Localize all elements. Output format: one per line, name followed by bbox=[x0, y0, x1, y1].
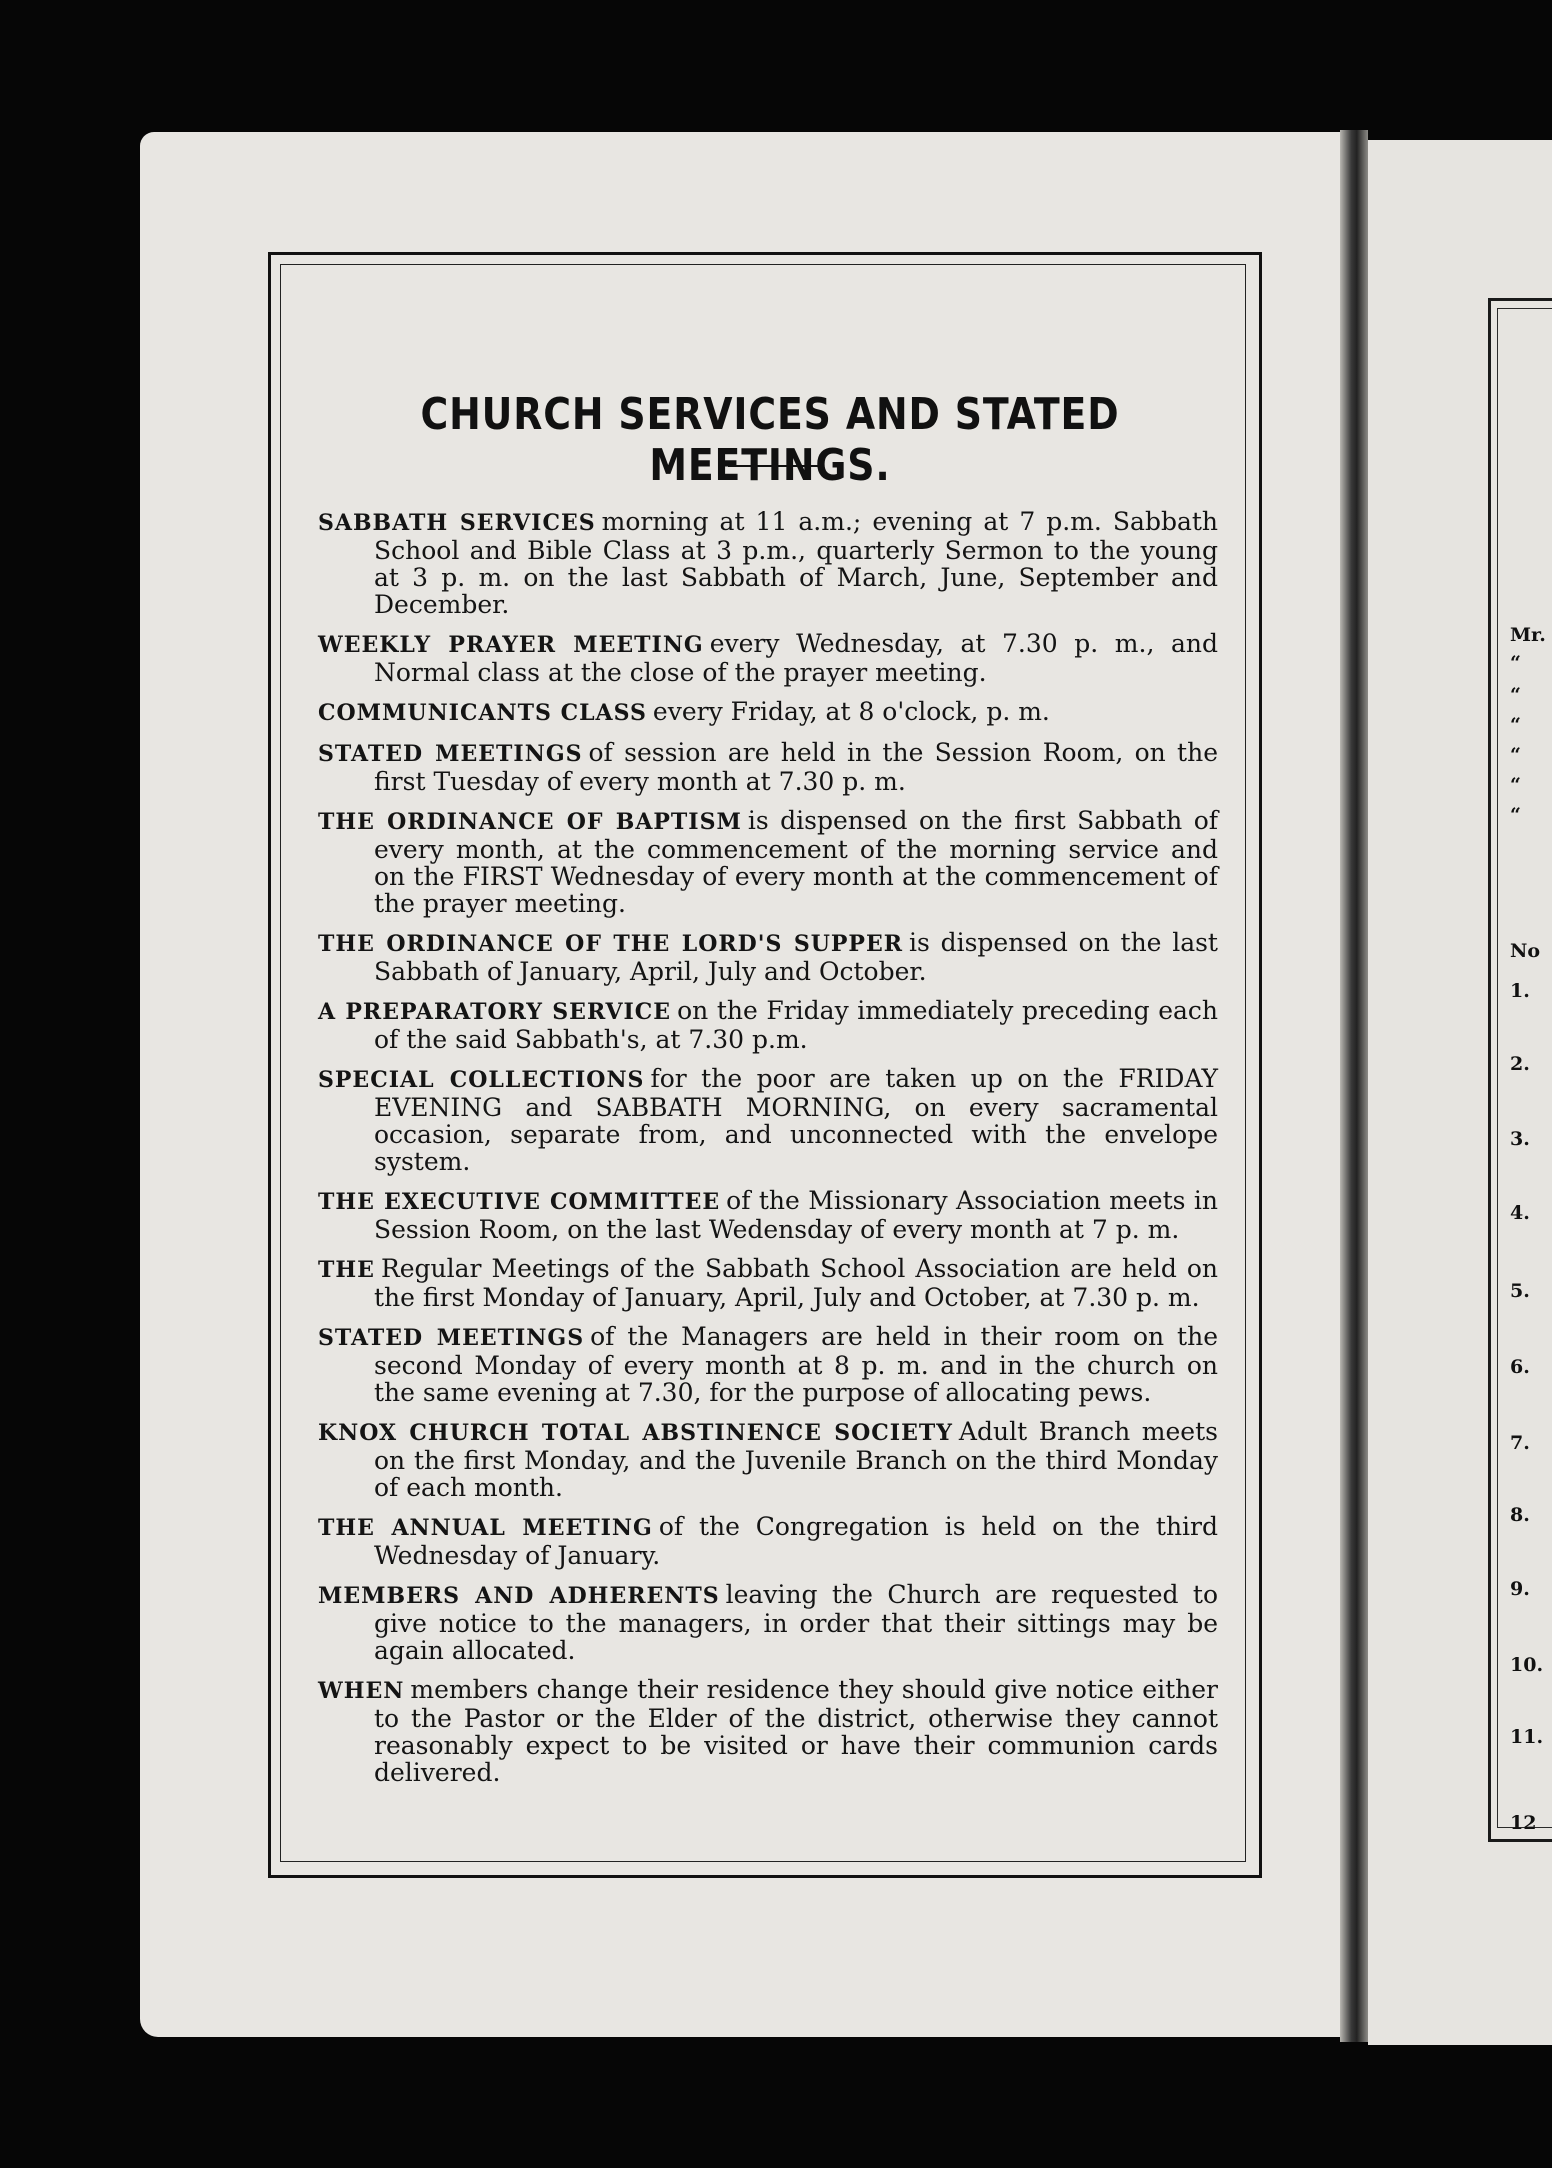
item-heading: THE bbox=[318, 1257, 375, 1283]
next-page-line: 4. bbox=[1510, 1202, 1530, 1224]
list-item bbox=[318, 1187, 1218, 1243]
item-text: of the Congregation is held on the third Wednesday of January. bbox=[374, 1512, 1219, 1570]
next-page-line: “ bbox=[1510, 684, 1521, 706]
item-text: Regular Meetings of the Sabbath School Association are held on the first Monday of January, April, July and October, at 7.30 p. m. bbox=[374, 1254, 1218, 1312]
next-page-line: 9. bbox=[1510, 1578, 1530, 1600]
list-item bbox=[318, 739, 1218, 795]
item-text: every Wednesday, at 7.30 p. m., and Normal class at the close of the prayer meeting. bbox=[374, 629, 1218, 687]
list-item bbox=[318, 1676, 1218, 1786]
item-text: on the Friday immediately preceding each of the said Sabbath's, at 7.30 p.m. bbox=[374, 996, 1219, 1054]
list-item bbox=[318, 1255, 1218, 1311]
next-page-line: 12 bbox=[1510, 1812, 1537, 1834]
item-heading: THE ANNUAL MEETING bbox=[318, 1515, 653, 1541]
title-divider bbox=[728, 465, 824, 467]
next-page-line: 5. bbox=[1510, 1280, 1530, 1302]
next-page-line: “ bbox=[1510, 774, 1521, 796]
item-heading: STATED MEETINGS bbox=[318, 1325, 585, 1351]
item-text: members change their residence they should give notice either to the Pastor or the Elder of the district, otherwise they cannot reasonably expect to be visited or have their communion cards delivered. bbox=[374, 1675, 1218, 1787]
page-title: CHURCH SERVICES AND STATED MEETINGS. bbox=[420, 389, 1120, 492]
list-item bbox=[318, 698, 1218, 727]
item-text: leaving the Church are requested to give notice to the managers, in order that their sittings may be again allocated. bbox=[374, 1580, 1218, 1665]
item-heading: KNOX CHURCH TOTAL ABSTINENCE SOCIETY bbox=[318, 1420, 953, 1446]
services-list bbox=[318, 508, 1218, 1798]
item-text: Adult Branch meets on the first Monday, and the Juvenile Branch on the third Monday of each month. bbox=[374, 1417, 1218, 1502]
book-gutter bbox=[1340, 130, 1368, 2042]
item-text: is dispensed on the first Sabbath of every month, at the commencement of the morning service and on the FIRST Wednesday of every month at the commencement of the prayer meeting. bbox=[374, 806, 1218, 918]
item-text: is dispensed on the last Sabbath of January, April, July and October. bbox=[374, 928, 1218, 986]
item-text: for the poor are taken up on the FRIDAY EVENING and SABBATH MORNING, on every sacramental occasion, separate from, and unconnected with the envelope system. bbox=[374, 1064, 1218, 1176]
item-heading: MEMBERS AND ADHERENTS bbox=[318, 1583, 720, 1609]
next-page-line: 7. bbox=[1510, 1432, 1530, 1454]
item-text: of session are held in the Session Room, on the first Tuesday of every month at 7.30 p. m. bbox=[374, 738, 1218, 796]
item-heading: A PREPARATORY SERVICE bbox=[318, 999, 672, 1025]
list-item bbox=[318, 807, 1218, 917]
next-page-line: 1. bbox=[1510, 980, 1530, 1002]
item-heading: COMMUNICANTS CLASS bbox=[318, 700, 647, 726]
next-page-line: “ bbox=[1510, 804, 1521, 826]
next-page-line: “ bbox=[1510, 714, 1521, 736]
next-page-line: “ bbox=[1510, 652, 1521, 674]
item-text: every Friday, at 8 o'clock, p. m. bbox=[652, 697, 1050, 726]
next-page-line: No bbox=[1510, 940, 1541, 962]
item-heading: THE EXECUTIVE COMMITTEE bbox=[318, 1189, 721, 1215]
list-item bbox=[318, 508, 1218, 618]
item-heading: THE ORDINANCE OF THE LORD'S SUPPER bbox=[318, 931, 904, 957]
next-page-line: 8. bbox=[1510, 1504, 1530, 1526]
item-text: of the Missionary Association meets in Session Room, on the last Wedensday of every month at 7 p. m. bbox=[374, 1186, 1218, 1244]
next-page-text bbox=[1510, 0, 1552, 2168]
item-heading: WEEKLY PRAYER MEETING bbox=[318, 632, 704, 658]
list-item bbox=[318, 1581, 1218, 1664]
item-heading: THE ORDINANCE OF BAPTISM bbox=[318, 809, 742, 835]
list-item bbox=[318, 630, 1218, 686]
next-page-line: “ bbox=[1510, 744, 1521, 766]
next-page-line: Mr. bbox=[1510, 624, 1546, 646]
next-page-line: 10. bbox=[1510, 1654, 1544, 1676]
item-heading: SPECIAL COLLECTIONS bbox=[318, 1067, 645, 1093]
item-heading: WHEN bbox=[318, 1678, 405, 1704]
list-item bbox=[318, 1065, 1218, 1175]
next-page-line: 11. bbox=[1510, 1726, 1544, 1748]
list-item bbox=[318, 929, 1218, 985]
list-item bbox=[318, 997, 1218, 1053]
next-page-line: 6. bbox=[1510, 1356, 1530, 1378]
list-item bbox=[318, 1418, 1218, 1501]
next-page-line: 2. bbox=[1510, 1053, 1530, 1075]
list-item bbox=[318, 1513, 1218, 1569]
item-heading: SABBATH SERVICES bbox=[318, 510, 596, 536]
item-text: of the Managers are held in their room on the second Monday of every month at 8 p. m. and in the church on the same evening at 7.30, for the purpose of allocating pews. bbox=[374, 1322, 1218, 1407]
item-text: morning at 11 a.m.; evening at 7 p.m. Sabbath School and Bible Class at 3 p.m., quarterly Sermon to the young at 3 p. m. on the last Sabbath of March, June, September and December. bbox=[374, 507, 1218, 619]
list-item bbox=[318, 1323, 1218, 1406]
item-heading: STATED MEETINGS bbox=[318, 741, 583, 767]
next-page-line: 3. bbox=[1510, 1128, 1530, 1150]
